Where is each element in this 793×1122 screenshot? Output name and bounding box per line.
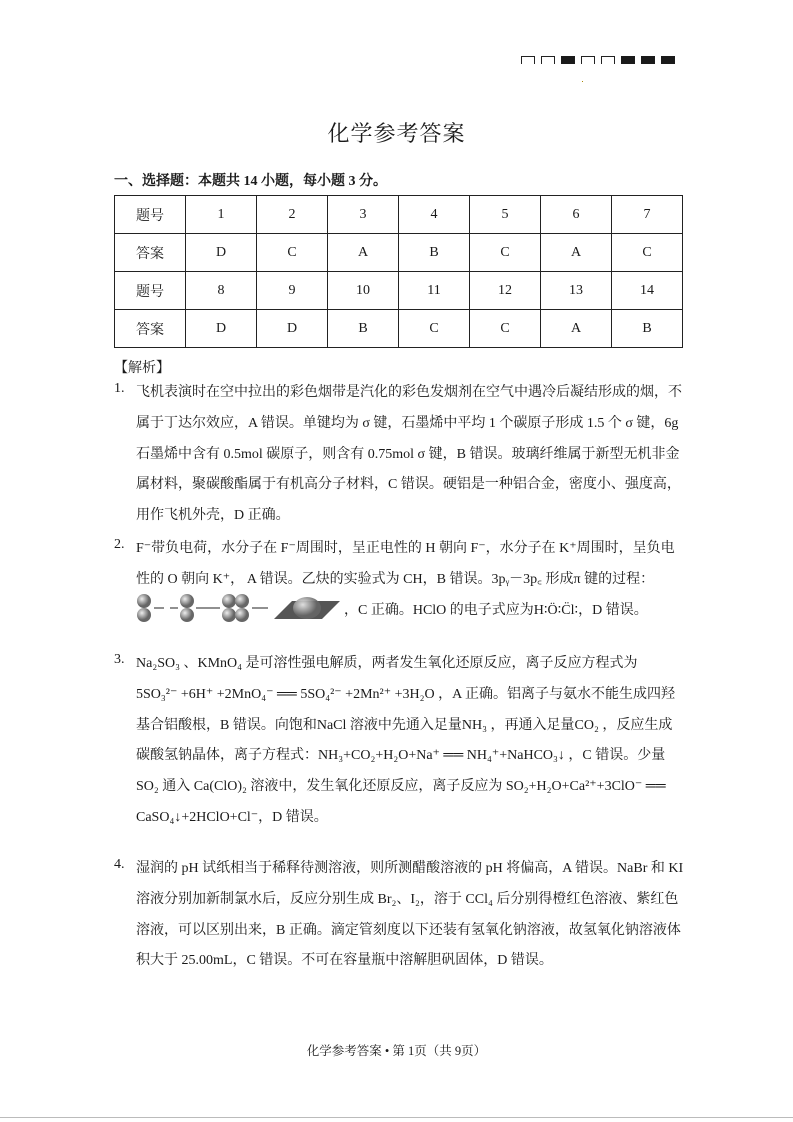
row-label: 答案 [115,234,186,272]
mark-filled [641,56,655,64]
mark-open [601,56,615,64]
item-line: 溶液，可以区别出来，B 正确。滴定管刻度以下还装有氢氧化钠溶液，故氢氧化钠溶液体 [136,922,681,938]
table-cell: B [612,310,683,348]
item-line: 飞机表演时在空中拉出的彩色烟带是汽化的彩色发烟剂在空气中遇冷后凝结形成的烟，不 [136,385,682,400]
item-line: F⁻带负电荷，水分子在 F⁻周围时，呈正电性的 H 朝向 F⁻，水分子在 K⁺周围时，呈负电 [136,541,675,556]
table-cell: C [612,234,683,272]
table-cell: B [399,234,470,272]
table-row [115,272,683,310]
table-cell: 12 [470,272,541,310]
item-line: 基合铝酸根，B 错误。向饱和NaCl 溶液中先通入足量NH₃ ，再通入足量CO₂ ，反应生成 [136,717,673,733]
section-heading: 一、选择题：本题共 14 小题，每小题 3 分。 [114,174,387,189]
table-cell: 5 [470,196,541,234]
table-cell: C [399,310,470,348]
mark-open [521,56,535,64]
table-cell: 7 [612,196,683,234]
row-label: 题号 [115,272,186,310]
table-cell: 10 [328,272,399,310]
answer-table [114,195,683,348]
item-line: 溶液分别加新制氯水后，反应分别生成 Br₂、I₂，溶于 CCl₄ 后分别得橙红色溶液、紫红色 [136,891,679,907]
table-cell: A [541,234,612,272]
item-line: CaSO₄↓+2HClO+Cl⁻，D 错误。 [136,810,328,825]
mark-open [581,56,595,64]
item-line: Na₂SO₃ 、KMnO₄ 是可溶性强电解质，两者发生氧化还原反应，离子反应方程式为 [136,656,638,671]
page-title: 化学参考答案 [327,121,466,146]
table-cell: A [328,234,399,272]
table-row [115,196,683,234]
item-line: 石墨烯中含有 0.5mol 碳原子，则含有 0.75mol σ 键，B 错误。玻璃纤维属于新型无机非金 [136,446,680,462]
mark-filled [621,56,635,64]
table-cell: 14 [612,272,683,310]
item-line: 积大于 25.00mL，C 错误。不可在容量瓶中溶解胆矾固体，D 错误。 [136,953,553,969]
item-line: 性的 O 朝向 K⁺， A 错误。乙炔的实验式为 CH，B 错误。3pᵧ－3p꜀ 形成π 键的过程： [136,571,655,587]
row-label: 答案 [115,310,186,348]
bottom-rule [0,1117,793,1118]
mark-filled [561,56,575,64]
table-cell: D [257,310,328,348]
item-line: 碳酸氢钠晶体，离子方程式：NH₃+CO₂+H₂O+Na⁺ ══ NH₄⁺+NaHCO₃↓ ，C 错误。少量 [136,748,666,764]
item-line: ，C 正确。HClO 的电子式应为H∶Ö∶C̈l∶，D 错误。 [344,602,648,618]
header-marks [521,56,675,64]
table-row [115,234,683,272]
table-row [115,310,683,348]
table-cell: A [541,310,612,348]
table-cell: 11 [399,272,470,310]
table-cell: C [470,310,541,348]
item-line: 属材料，聚碳酸酯属于有机高分子材料，C 错误。硬铝是一种铝合金，密度小、强度高， [136,477,681,493]
table-cell: B [328,310,399,348]
table-cell: D [186,234,257,272]
table-cell: C [470,234,541,272]
table-cell: D [186,310,257,348]
table-cell: 3 [328,196,399,234]
speck [582,81,583,82]
table-cell: 1 [186,196,257,234]
item-number: 1. [114,381,125,396]
table-cell: 13 [541,272,612,310]
table-cell: 2 [257,196,328,234]
mark-filled [661,56,675,64]
table-cell: 4 [399,196,470,234]
table-cell: C [257,234,328,272]
item-number: 3. [114,652,125,667]
item-line: 用作飞机外壳，D 正确。 [136,508,290,524]
table-cell: 6 [541,196,612,234]
page-footer: 化学参考答案 • 第 1页（共 9页） [306,1044,487,1058]
item-line: 属于丁达尔效应，A 错误。单键均为 σ 键，石墨烯中平均 1 个碳原子形成 1.5 个 σ 键，6g [136,415,679,431]
item-number: 4. [114,857,125,872]
table-cell: 9 [257,272,328,310]
item-line: SO₂ 通入 Ca(ClO)₂ 溶液中，发生氧化还原反应，离子反应为 SO₂+H₂O+Ca²⁺+3ClO⁻ ══ [136,779,666,795]
analysis-heading: 【解析】 [114,361,170,376]
mark-open [541,56,555,64]
item-number: 2. [114,537,125,552]
pi-bond-orbital-diagram [132,591,342,625]
table-cell: 8 [186,272,257,310]
row-label: 题号 [115,196,186,234]
item-line: 湿润的 pH 试纸相当于稀释待测溶液，则所测醋酸溶液的 pH 将偏高，A 错误。NaBr 和 KI [136,861,684,876]
item-line: 5SO₃²⁻ +6H⁺ +2MnO₄⁻ ══ 5SO₄²⁻ +2Mn²⁺ +3H₂O ，A 正确。铝离子与氨水不能生成四羟 [136,686,675,702]
